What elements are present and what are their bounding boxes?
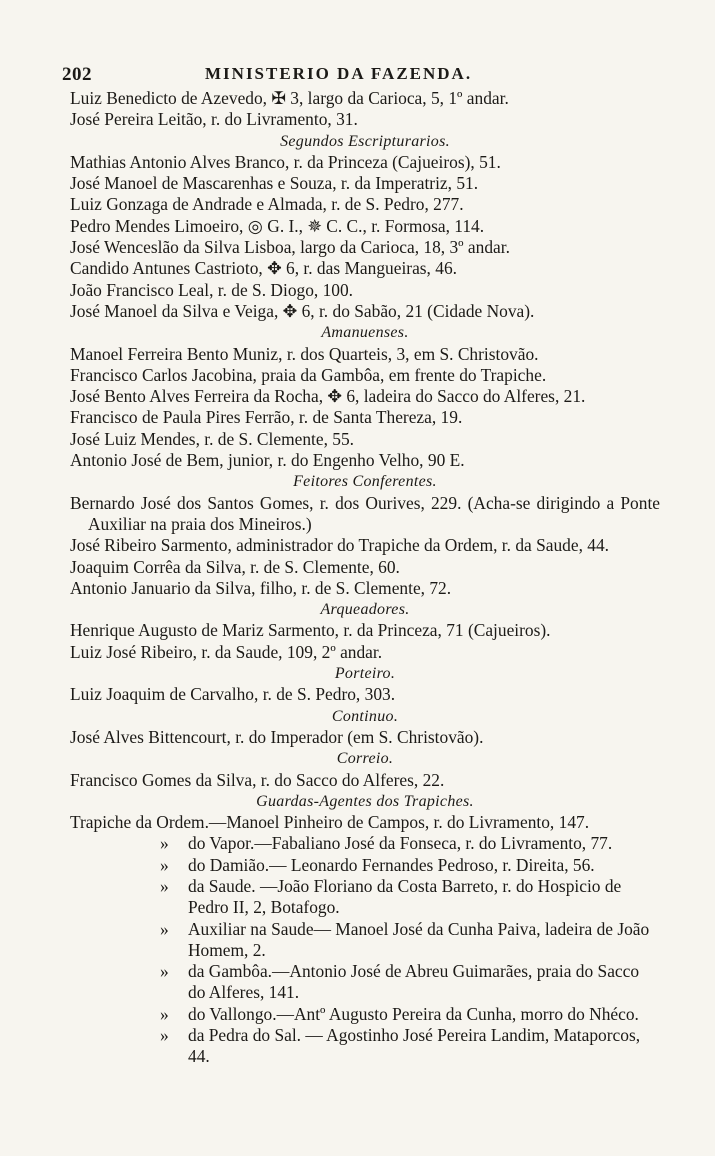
section-heading [70,706,660,727]
directory-entry [70,770,660,791]
entry-text: da Saude. —João Floriano da Costa Barreto, r. do Hospicio de Pedro II, 2, Botafogo. [188,875,622,918]
directory-entry [70,684,660,705]
directory-entry [70,812,660,833]
directory-entry [70,216,660,237]
entry-text: José Ribeiro Sarmento, administrador do Trapiche da Ordem, r. da Saude, 44. [70,535,610,556]
entry-text: Antonio José de Bem, junior, r. do Engenho Velho, 90 E. [70,450,465,471]
ditto-mark: » [160,961,169,982]
entry-text: Luiz Joaquim de Carvalho, r. de S. Pedro, 303. [70,684,396,705]
entry-text: Luiz José Ribeiro, r. da Saude, 109, 2º andar. [70,641,383,662]
entry-text: Auxiliar na Saude— Manoel José da Cunha Paiva, ladeira de João Homem, 2. [188,918,650,960]
ditto-mark: » [160,875,169,896]
section-heading [70,663,660,684]
entry-text: da Pedra do Sal. — Agostinho José Pereira Landim, Mataporcos, 44. [188,1025,641,1067]
entry-text: Candido Antunes Castrioto, ✥ 6, r. das Mangueiras, 46. [70,258,457,279]
entry-text: Joaquim Corrêa da Silva, r. de S. Clemente, 60. [70,556,400,577]
directory-entry [70,642,660,663]
directory-entry [70,88,660,109]
entry-text: Bernardo José dos Santos Gomes, r. dos Ourives, 229. (Acha-se dirigindo a Ponte Auxiliar na praia dos Mineiros.) [70,492,660,534]
entry-text: do Vapor.—Fabaliano José da Fonseca, r. do Livramento, 77. [188,833,613,854]
directory-entry [70,386,660,407]
ditto-mark: » [160,854,169,875]
trapiche-entry [70,1004,660,1025]
entry-text: Guardas-Agentes dos Trapiches. [256,792,474,810]
directory-entry [70,194,660,215]
directory-entry [70,344,660,365]
entry-text: José Bento Alves Ferreira da Rocha, ✥ 6, ladeira do Sacco do Alferes, 21. [70,386,586,407]
trapiche-entry [70,833,660,854]
ditto-mark: » [160,1025,169,1046]
directory-entry [70,301,660,322]
entry-text: Luiz Benedicto de Azevedo, ✠ 3, largo da Carioca, 5, 1º andar. [70,88,509,108]
entry-text: Arqueadores. [320,601,410,619]
section-heading [70,131,660,152]
entry-text: Feitores Conferentes. [293,473,437,491]
entry-text: Manoel Ferreira Bento Muniz, r. dos Quarteis, 3, em S. Christovão. [70,343,539,364]
entry-text: José Alves Bittencourt, r. do Imperador (em S. Christovão). [70,726,484,747]
directory-entry [70,237,660,258]
entry-text: do Damião.— Leonardo Fernandes Pedroso, r. Direita, 56. [188,854,595,875]
directory-entry [70,173,660,194]
entry-text: Trapiche da Ordem.—Manoel Pinheiro de Campos, r. do Livramento, 147. [70,812,590,833]
entry-text: José Manoel de Mascarenhas e Souza, r. da Imperatriz, 51. [70,173,479,194]
trapiche-entry [70,855,660,876]
directory-entry [70,365,660,386]
entry-text: Henrique Augusto de Mariz Sarmento, r. da Princeza, 71 (Cajueiros). [70,620,551,641]
directory-entry [70,109,660,130]
running-title: MINISTERIO DA FAZENDA. [205,64,473,83]
entry-text: Luiz Gonzaga de Andrade e Almada, r. de S. Pedro, 277. [70,194,464,215]
entry-text: Francisco Carlos Jacobina, praia da Gambôa, em frente do Trapiche. [70,364,547,385]
ditto-mark: » [160,918,169,939]
trapiche-entry [70,1025,660,1068]
entry-text: José Pereira Leitão, r. do Livramento, 31. [70,109,358,130]
ditto-mark: » [160,1003,169,1024]
section-heading [70,471,660,492]
entry-text: do Vallongo.—Antº Augusto Pereira da Cunha, morro do Nhéco. [188,1003,639,1024]
body-text [70,88,660,1068]
directory-entry [70,450,660,471]
directory-entry [70,152,660,173]
entry-text: da Gambôa.—Antonio José de Abreu Guimarães, praia do Sacco do Alferes, 141. [188,961,640,1003]
trapiche-entry [70,961,660,1004]
directory-entry [70,258,660,279]
section-heading [70,322,660,343]
directory-entry [70,493,660,536]
entry-text: José Manoel da Silva e Veiga, ✥ 6, r. do Sabão, 21 (Cidade Nova). [70,300,535,321]
directory-entry [70,727,660,748]
entry-text: Francisco Gomes da Silva, r. do Sacco do Alferes, 22. [70,769,445,790]
section-heading [70,599,660,620]
entry-text: José Luiz Mendes, r. de S. Clemente, 55. [70,428,354,449]
ditto-mark: » [160,833,169,854]
directory-entry [70,407,660,428]
entry-text: Pedro Mendes Limoeiro, ◎ G. I., ✵ C. C., r. Formosa, 114. [70,215,485,236]
entry-text: Correio. [336,750,394,768]
directory-entry [70,557,660,578]
directory-entry [70,535,660,556]
entry-text: Amanuenses. [321,324,409,342]
entry-text: Continuo. [331,707,399,725]
entry-text: José Wenceslão da Silva Lisboa, largo da Carioca, 18, 3º andar. [70,237,510,258]
entry-text: Francisco de Paula Pires Ferrão, r. de Santa Thereza, 19. [70,407,463,428]
trapiche-entry [70,876,660,919]
entry-text: Segundos Escripturarios. [280,132,450,150]
page-number: 202 [62,64,92,85]
entry-text: Porteiro. [334,665,396,683]
entry-text: Mathias Antonio Alves Branco, r. da Princeza (Cajueiros), 51. [70,151,501,172]
directory-entry [70,620,660,641]
trapiche-entry [70,919,660,962]
directory-entry [70,280,660,301]
entry-text: João Francisco Leal, r. de S. Diogo, 100. [70,279,354,300]
directory-entry [70,578,660,599]
section-heading [70,748,660,769]
page-header [62,60,662,90]
section-heading [70,791,660,812]
directory-entry [70,429,660,450]
entry-text: Antonio Januario da Silva, filho, r. de S. Clemente, 72. [70,577,452,598]
